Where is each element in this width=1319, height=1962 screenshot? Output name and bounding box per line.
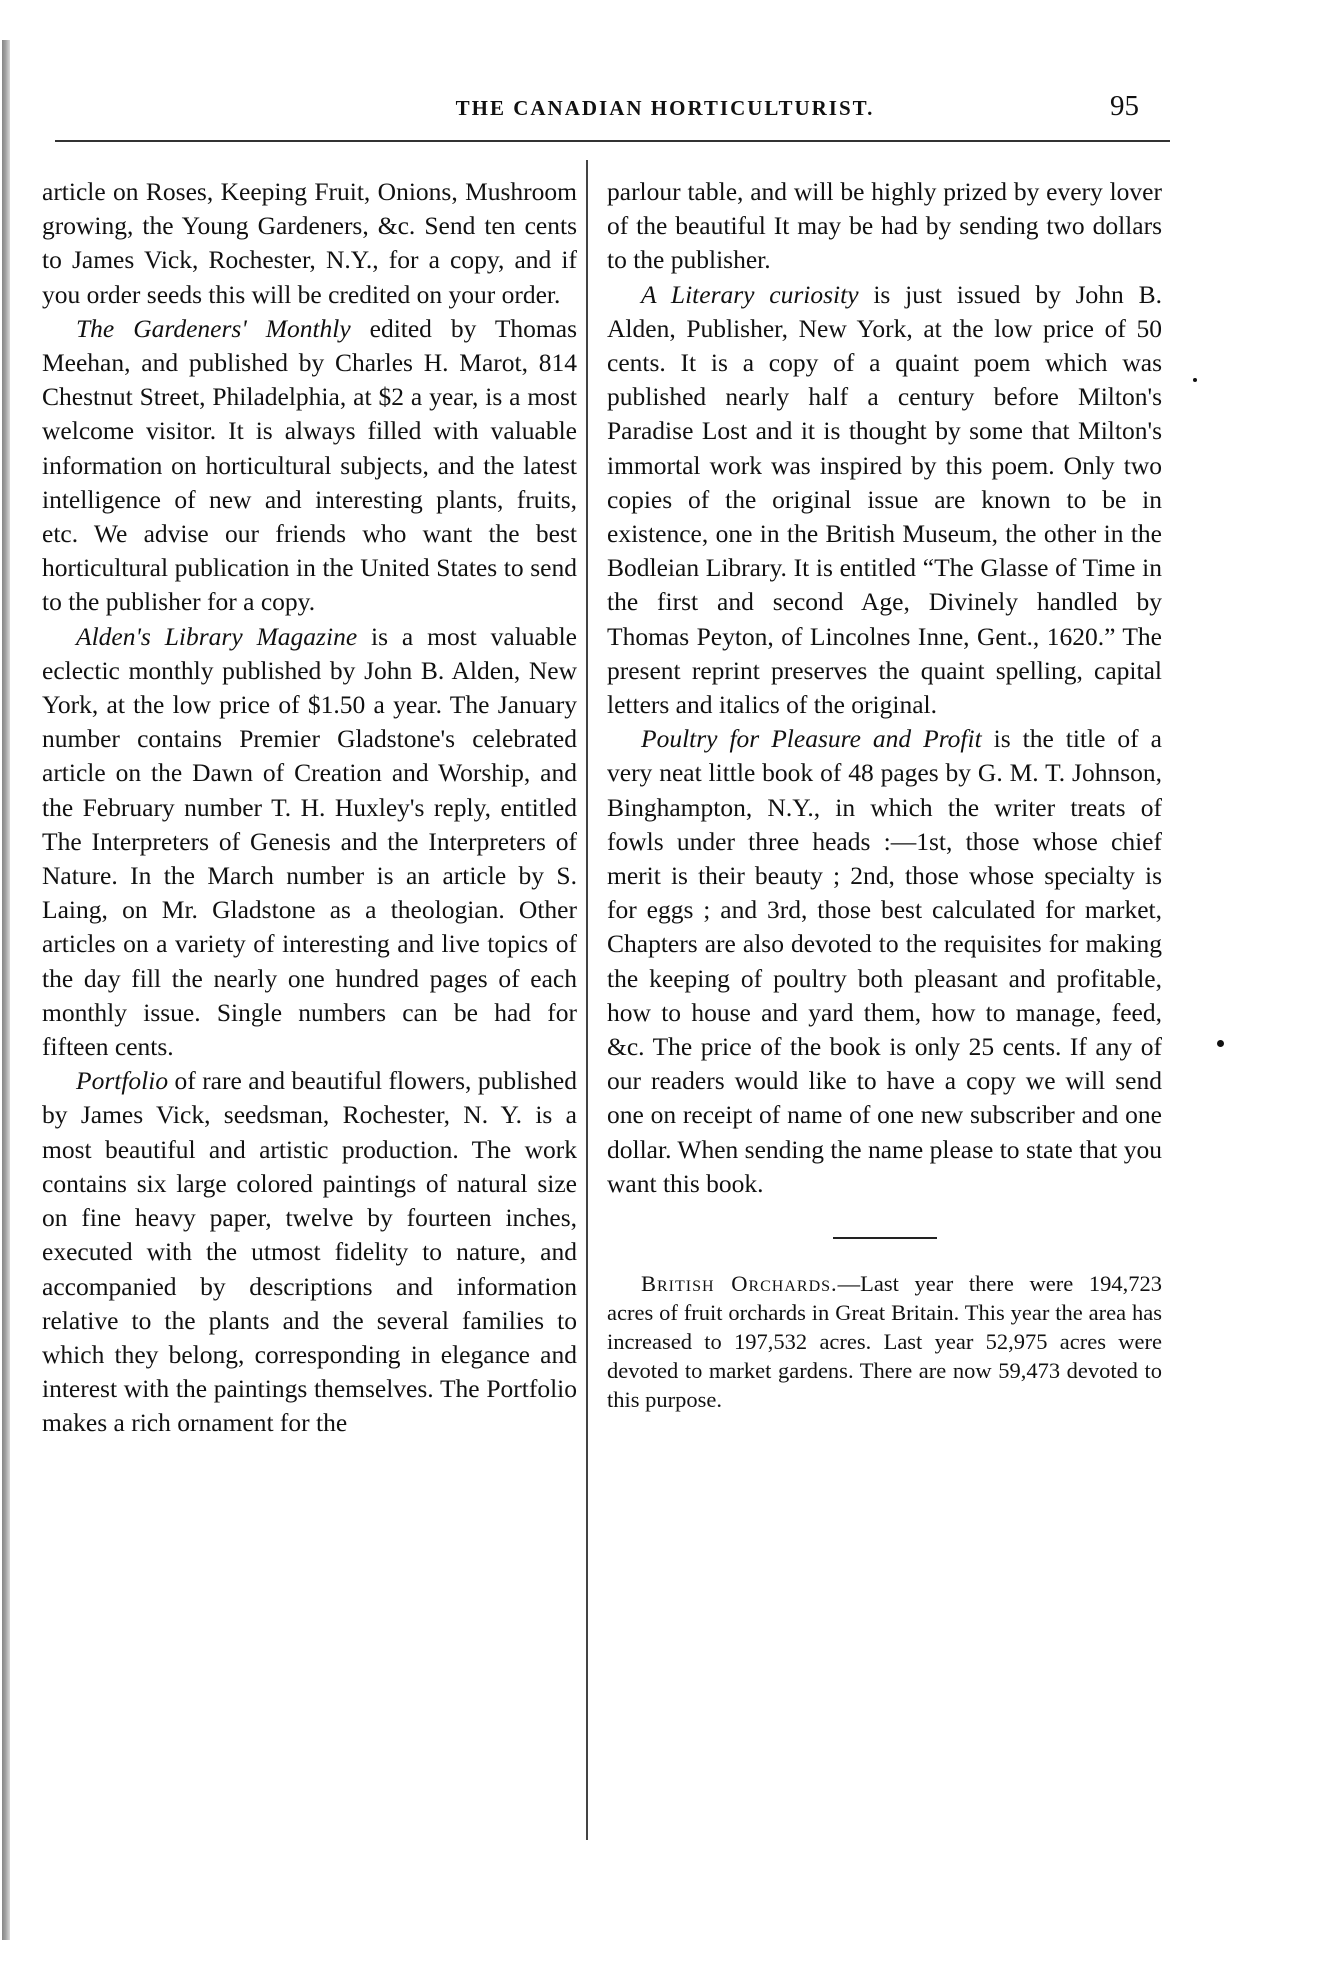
paragraph-body: of rare and beautiful flowers, published by James Vick, seedsman, Rochester, N. Y. is a most beautiful and artistic production. The work contains six large colored paintings of natural size on fine heavy paper, twelve by fourteen inches, executed with the utmost fidelity to nature, and accompanied by descriptions and information relative to the plants and the several families to which they belong, corresponding in elegance and interest with the paintings themselves. The Portfolio makes a rich ornament for the bbox=[42, 1066, 577, 1438]
paragraph-body: edited by Thomas Meehan, and published by Charles H. Marot, 814 Chestnut Street, Philadelphia, at $2 a year, is a most welcome visitor. It is always filled with valuable information on horticultural subjects, and the latest intelligence of new and interesting plants, fruits, etc. We advise our friends who want the best horticultural publication in the United States to send to the publisher for a copy. bbox=[42, 313, 577, 617]
page-number: 95 bbox=[1110, 90, 1139, 122]
section-separator bbox=[833, 1237, 937, 1239]
right-paragraph-2 bbox=[607, 278, 1162, 723]
paragraph-body: is the title of a very neat little book of 48 pages by G. M. T. Johnson, Binghampton, N.Y., in which the writer treats of fowls under three heads :—1st, those whose chief merit is their beauty ; 2nd, those whose specialty is for eggs ; and 3rd, those best calculated for market, Chapters are also devoted to the requisites for making the keeping of poultry both pleasant and profitable, how to house and yard them, how to manage, feed, &c. The price of the book is only 25 cents. If any of our readers would like to have a copy we will send one on receipt of name of one new subscriber and one dollar. When sending the name please to state that you want this book. bbox=[607, 724, 1162, 1198]
running-title: THE CANADIAN HORTICULTURIST. bbox=[455, 96, 875, 120]
ink-speck bbox=[1193, 378, 1197, 382]
left-paragraph-3 bbox=[42, 620, 577, 1065]
left-paragraph-2 bbox=[42, 312, 577, 620]
right-column bbox=[607, 175, 1162, 1414]
publication-title: Alden's Library Magazine bbox=[76, 621, 358, 651]
publication-title: Portfolio bbox=[76, 1066, 169, 1096]
page-spine-shadow bbox=[2, 40, 10, 1940]
british-orchards-note bbox=[607, 1269, 1162, 1414]
paragraph-body: is just issued by John B. Alden, Publisher, New York, at the low price of 50 cents. It is a copy of a quaint poem which was published nearly half a century before Milton's Paradise Lost and it is thought by some that Milton's immortal work was inspired by this poem. Only two copies of the original issue are known to be in existence, one in the British Museum, the other in the Bodleian Library. It is entitled “The Glasse of Time in the first and second Age, Divinely handled by Thomas Peyton, of Lincolnes Inne, Gent., 1620.” The present reprint preserves the quaint spelling, capital letters and italics of the original. bbox=[607, 279, 1162, 720]
ink-speck bbox=[1217, 1040, 1224, 1047]
publication-title: A Literary curiosity bbox=[641, 279, 859, 309]
right-paragraph-3 bbox=[607, 722, 1162, 1201]
left-paragraph-4 bbox=[42, 1064, 577, 1440]
note-body: —Last year there were 194,723 acres of fruit orchards in Great Britain. This year the area has increased to 197,532 acres. Last year 52,975 acres were devoted to market gardens. There are now 59,473 devoted to this purpose. bbox=[607, 1271, 1163, 1413]
note-heading: British Orchards. bbox=[641, 1271, 838, 1297]
column-divider bbox=[586, 160, 588, 1840]
header-rule bbox=[55, 140, 1170, 142]
left-paragraph-1: article on Roses, Keeping Fruit, Onions, Mushroom growing, the Young Gardeners, &c. Send ten cents to James Vick, Rochester, N.Y., for a copy, and if you order seeds this will be credited on your order. bbox=[42, 177, 577, 309]
left-column bbox=[42, 175, 577, 1441]
right-paragraph-1: parlour table, and will be highly prized by every lover of the beautiful It may be had by sending two dollars to the publisher. bbox=[607, 177, 1162, 275]
publication-title: The Gardeners' Monthly bbox=[76, 313, 351, 343]
publication-title: Poultry for Pleasure and Profit bbox=[641, 724, 982, 754]
paragraph-body: is a most valuable eclectic monthly published by John B. Alden, New York, at the low price of $1.50 a year. The January number contains Premier Gladstone's celebrated article on the Dawn of Creation and Worship, and the February number T. H. Huxley's reply, entitled The Interpreters of Genesis and the Interpreters of Nature. In the March number is an article by S. Laing, on Mr. Gladstone as a theologian. Other articles on a variety of interesting and live topics of the day fill the nearly one hundred pages of each monthly issue. Single numbers can be had for fifteen cents. bbox=[42, 621, 577, 1062]
